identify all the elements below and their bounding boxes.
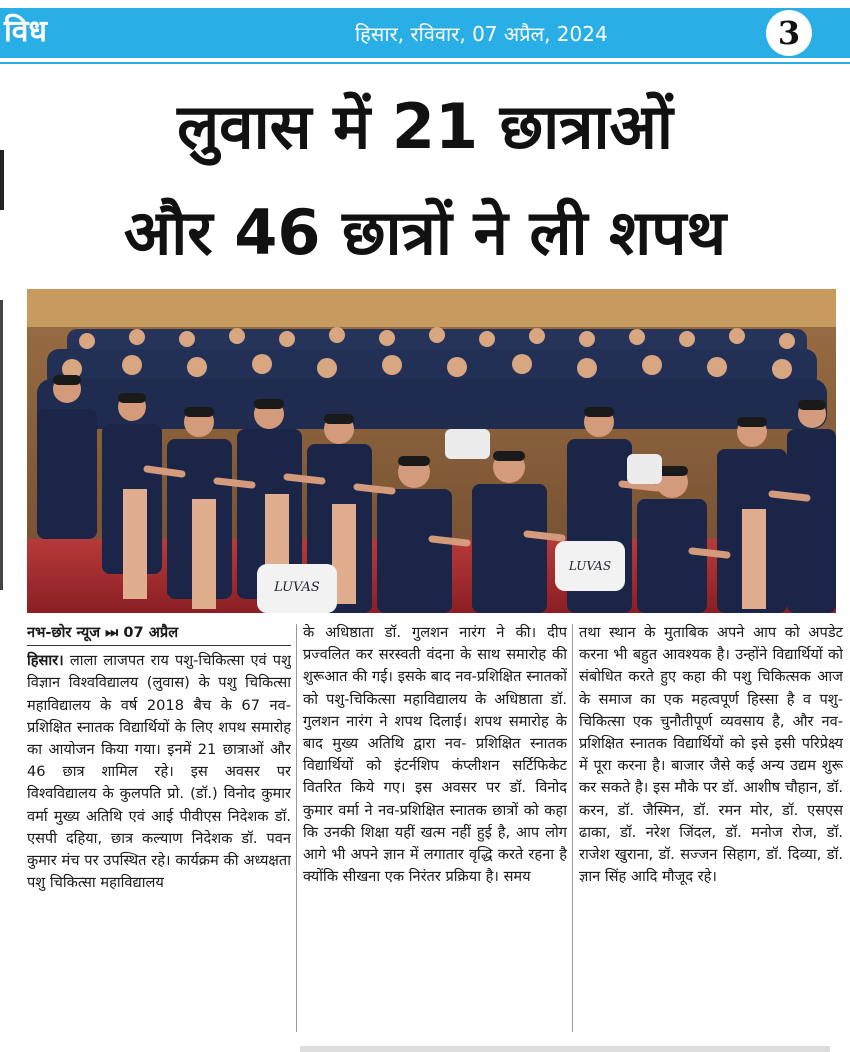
column-edge-mark: [0, 300, 3, 590]
article-column-1: [27, 622, 291, 1034]
column-divider: [296, 624, 297, 1032]
header-rule: [0, 62, 850, 64]
chair-label: LUVAS: [568, 559, 612, 573]
next-article-edge: [300, 1046, 830, 1052]
article-text-col1: लाला लाजपत राय पशु-चिकित्सा एवं पशु विज्ञान विश्वविद्यालय (लुवास) के पशु चिकित्सा महाविद्यालय के वर्ष 2018 बैच के 67 नव-प्रशिक्षित स्नातक विद्यार्थियों के लिए शपथ समारोह का आयोजन किया गया। इनमें 21 छात्राओं और 46 छात्र शामिल रहे। इस अवसर पर विश्वविद्यालय के कुलपति प्रो. (डॉ.) विनोद कुमार वर्मा मुख्य अतिथि एवं आई पीवीएस निदेशक डॉ. एसपी दहिया, छात्र कल्याण निदेशक डॉ. पवन कुमार मंच पर उपस्थित रहे। कार्यक्रम की अध्यक्षता पशु चिकित्सा महाविद्यालय: [27, 652, 291, 892]
column-divider: [572, 624, 573, 1032]
column-edge-mark: [0, 150, 4, 210]
dateline-place: हिसार।: [27, 652, 64, 670]
page-number: 3: [766, 10, 812, 56]
section-name: विध: [4, 14, 47, 49]
byline: नभ-छोर न्यूज ⏭ 07 अप्रैल: [27, 622, 291, 646]
headline-line-2: और 46 छात्रों ने ली शपथ: [123, 196, 727, 269]
ceremony-photo: [27, 289, 836, 613]
article-column-3: [579, 622, 843, 1034]
headline-line-1: लुवास में 21 छात्राओं: [177, 90, 673, 163]
article-text-col3: तथा स्थान के मुताबिक अपने आप को अपडेट करना भी बहुत आवश्यक है। उन्होंने विद्यार्थियों को संबोधित करते हुए कहा की पशु चिकित्सक आज के समाज का एक महत्वपूर्ण हिस्सा है व पशु-चिकित्सा एक चुनौतीपूर्ण व्यवसाय है, और नव-प्रशिक्षित स्नातक विद्यार्थियों को इसे इसी परिप्रेक्ष्य में पूरा करना है। बाजार जैसे कई अन्य उद्यम शुरू कर सकते है। इस मौके पर डॉ. आशीष चौहान, डॉ. करन, डॉ. जैस्मिन, डॉ. रमन मोर, डॉ. एसएस ढाका, डॉ. नरेश जिंदल, डॉ. मनोज रोज, डॉ. राजेश खुराना, डॉ. सज्जन सिहाग, डॉ. दिव्या, डॉ. ज्ञान सिंह आदि मौजूद रहे।: [579, 624, 843, 886]
dateline: हिसार, रविवार, 07 अप्रैल, 2024: [355, 22, 608, 46]
ceremony-photo-illustration: [27, 289, 836, 613]
article-text-col2: के अधिष्ठाता डॉ. गुलशन नारंग ने की। दीप प्रज्वलित कर सरस्वती वंदना के साथ समारोह की शुरूआत की गई। इसके बाद नव-प्रशिक्षित स्नातकों को पशु-चिकित्सा महाविद्यालय के अधिष्ठाता डॉ. गुलशन नारंग ने शपथ दिलाई। शपथ समारोह के बाद मुख्य अतिथि द्वारा नव- प्रशिक्षित स्नातक विद्यार्थियों को इंटर्नशिप कंप्लीशन सर्टिफिकेट वितरित किये गए। इस अवसर पर डॉ. विनोद कुमार वर्मा ने नव-प्रशिक्षित स्नातक छात्रों को कहा कि उनकी शिक्षा यहीं खत्म नहीं हुई है, आप लोग आगे भी अपने ज्ञान में लगातार वृद्धि करते रहना है क्योंकि सीखना एक निरंतर प्रक्रिया है। समय: [303, 624, 567, 886]
chair-label: LUVAS: [274, 580, 320, 595]
article-column-2: [303, 622, 567, 1034]
